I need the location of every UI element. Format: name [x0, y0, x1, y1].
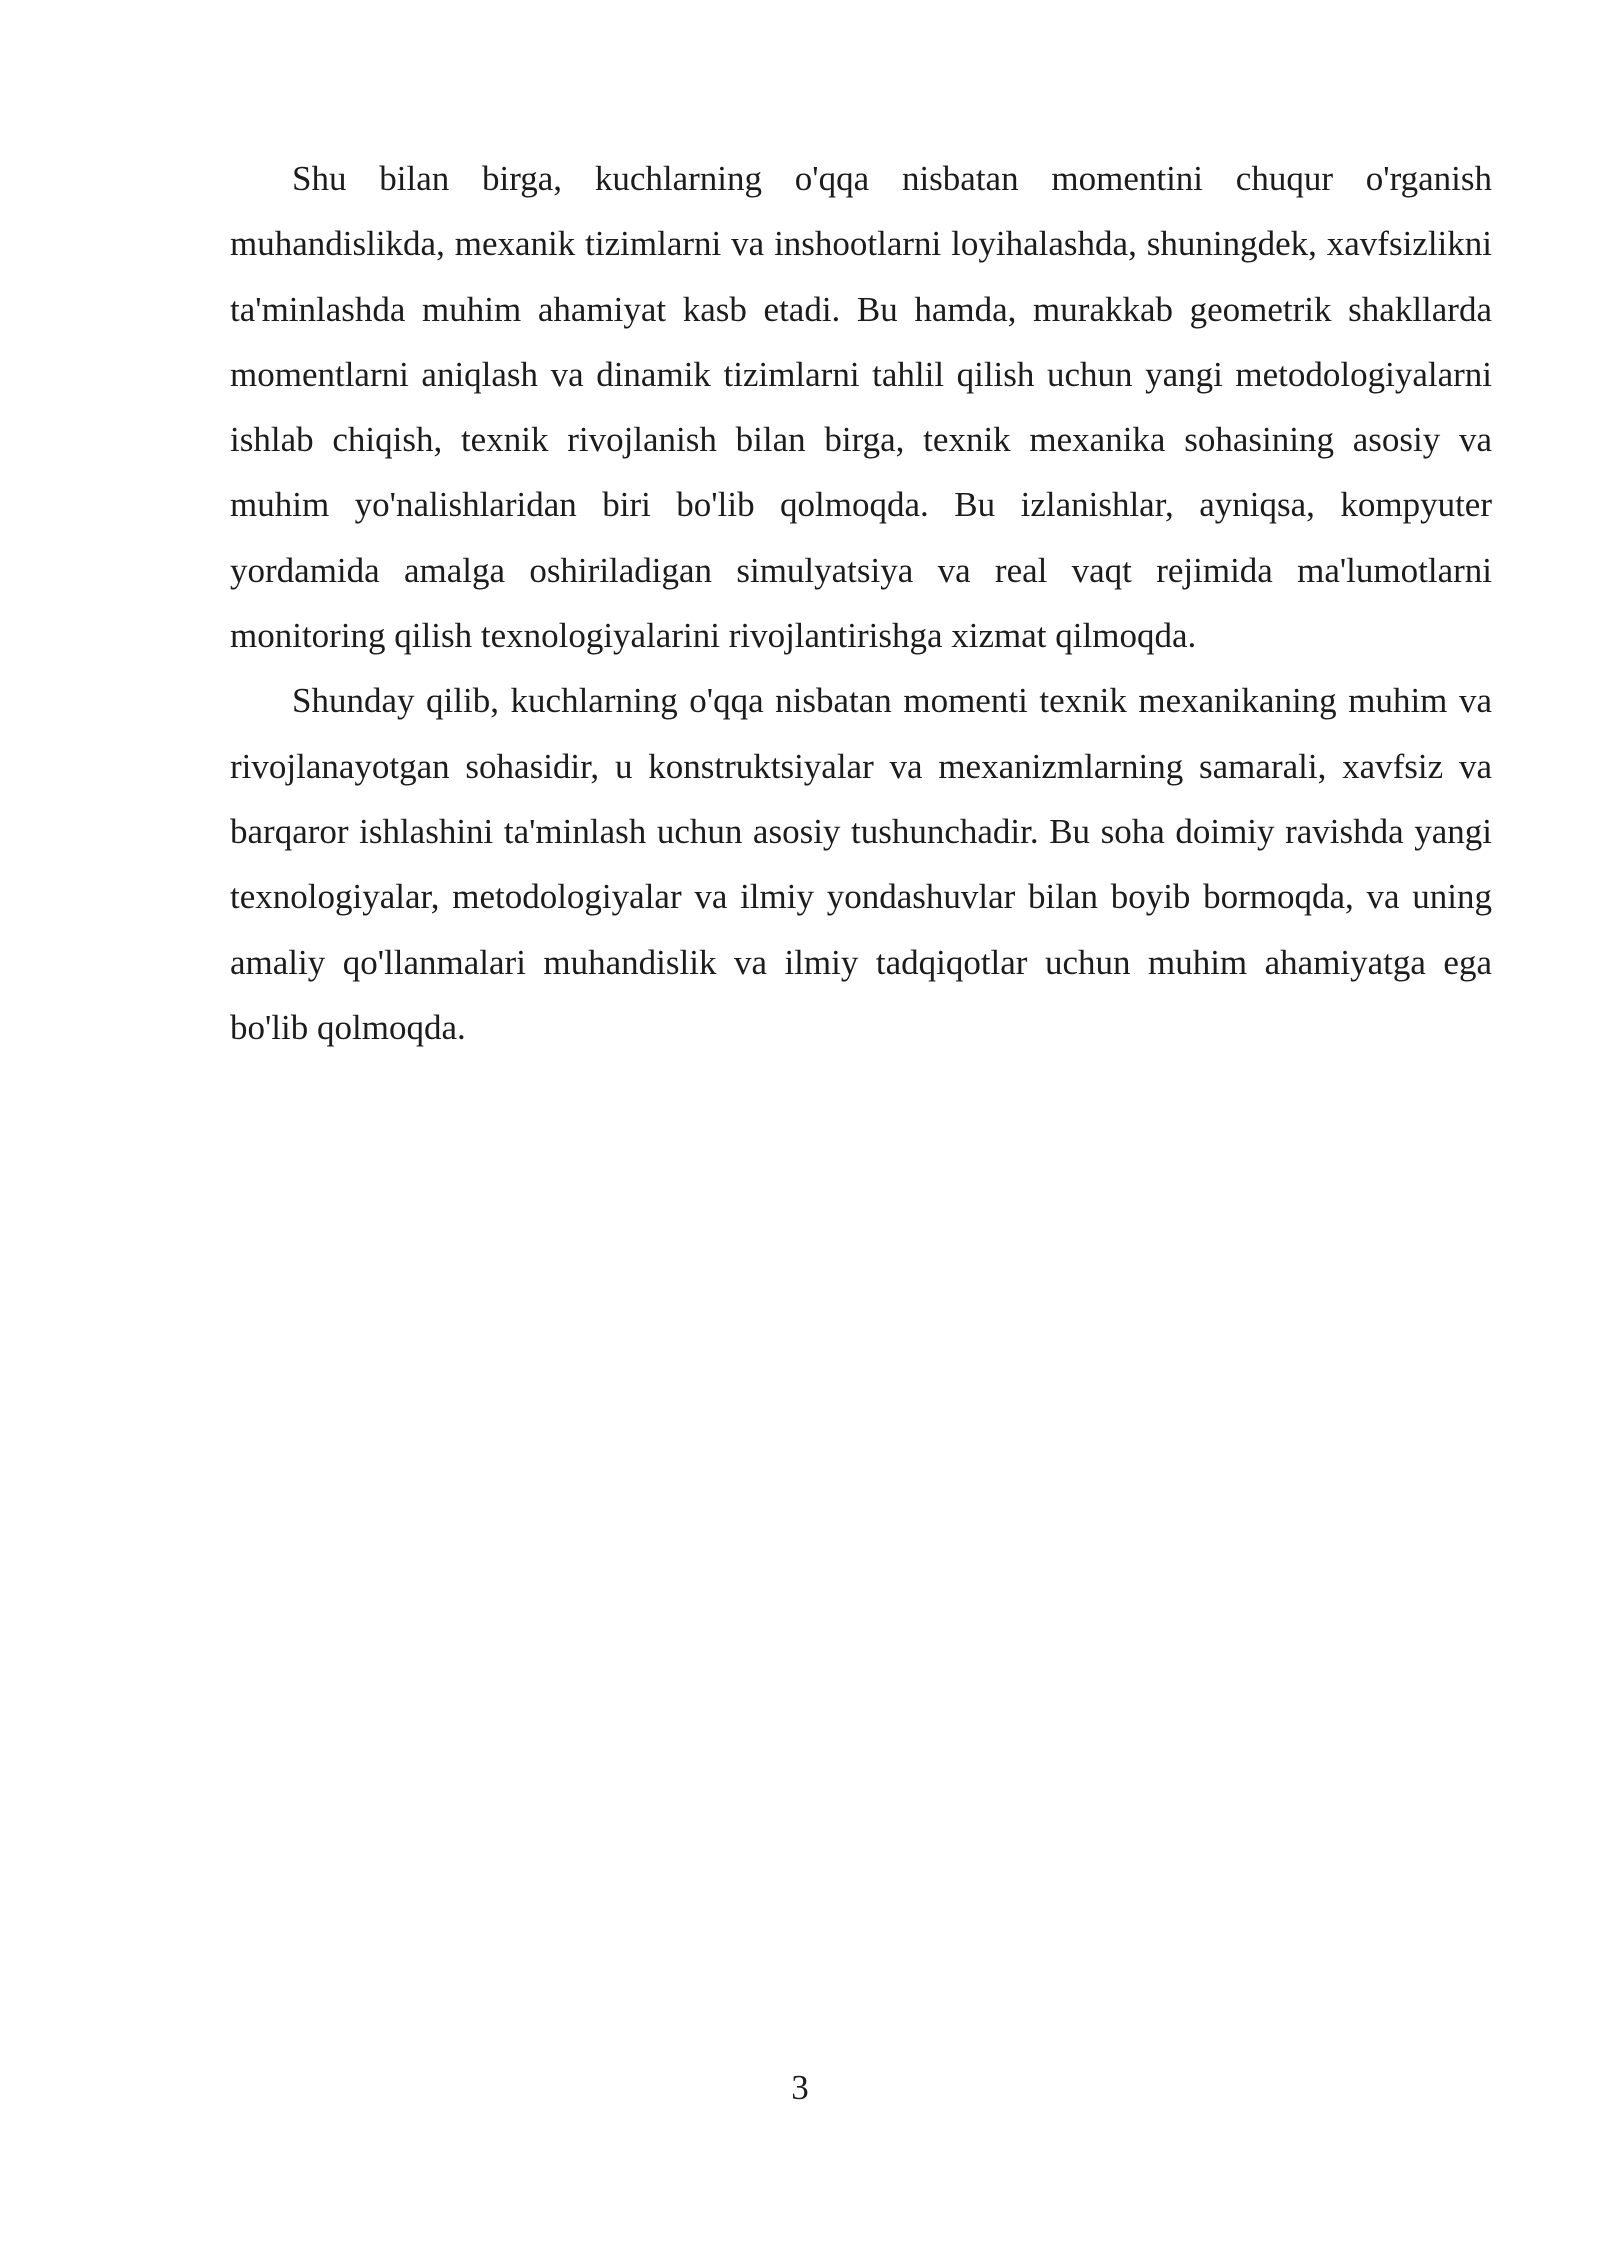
- body-text: [230, 146, 1492, 1060]
- paragraph-2: Shunday qilib, kuchlarning o'qqa nisbatan momenti texnik mexanikaning muhim va rivojlanayotgan sohasidir, u konstruktsiyalar va mexanizmlarning samarali, xavfsiz va barqaror ishlashini ta'minlash uchun asosiy tushunchadir. Bu soha doimiy ravishda yangi texnologiyalar, metodologiyalar va ilmiy yondashuvlar bilan boyib bormoqda, va uning amaliy qo'llanmalari muhandislik va ilmiy tadqiqotlar uchun muhim ahamiyatga ega bo'lib qolmoqda.: [230, 681, 1492, 1047]
- page-number: 3: [791, 2068, 809, 2107]
- paragraph-1: Shu bilan birga, kuchlarning o'qqa nisbatan momentini chuqur o'rganish muhandislikda, mexanik tizimlarni va inshootlarni loyihalashda, shuningdek, xavfsizlikni ta'minlashda muhim ahamiyat kasb etadi. Bu hamda, murakkab geometrik shakllarda momentlarni aniqlash va dinamik tizimlarni tahlil qilish uchun yangi metodologiyalarni ishlab chiqish, texnik rivojlanish bilan birga, texnik mexanika sohasining asosiy va muhim yo'nalishlaridan biri bo'lib qolmoqda. Bu izlanishlar, ayniqsa, kompyuter yordamida amalga oshiriladigan simulyatsiya va real vaqt rejimida ma'lumotlarni monitoring qilish texnologiyalarini rivojlantirishga xizmat qilmoqda.: [230, 159, 1492, 656]
